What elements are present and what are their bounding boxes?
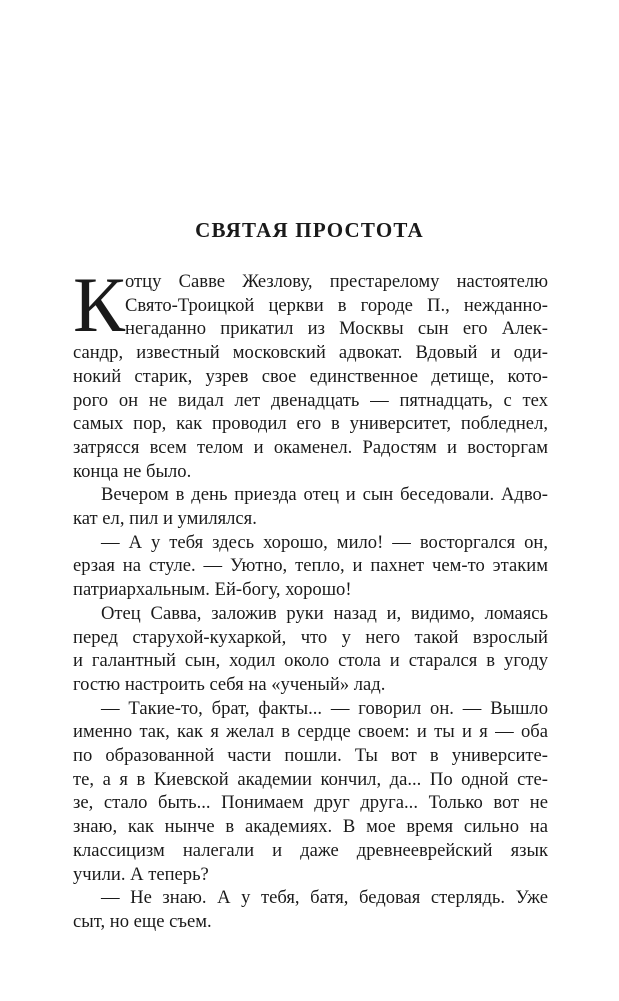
text-line: Отец Савва, заложив руки назад и, видимо, ломаясь xyxy=(101,602,548,624)
text-line: патриархальным. Ей-богу, хорошо! xyxy=(73,579,352,601)
drop-cap: К xyxy=(73,261,126,348)
text-line: — Не знаю. А у тебя, батя, бедовая стерлядь. Уже xyxy=(101,887,548,909)
text-line: — Такие-то, брат, факты... — говорил он. — Вышло xyxy=(101,697,548,719)
text-line: знаю, как нынче в академиях. В мое время сильно на xyxy=(73,816,548,838)
text-line: самых пор, как проводил его в университет, побледнел, xyxy=(73,413,548,435)
text-line: нокий старик, узрев свое единственное детище, кото- xyxy=(73,365,548,387)
text-line: затрясся всем телом и окаменел. Радостям и восторгам xyxy=(73,436,548,458)
text-line: гостю настроить себя на «ученый» лад. xyxy=(73,673,386,695)
paragraph xyxy=(73,483,548,530)
text-line: сандр, известный московский адвокат. Вдовый и оди- xyxy=(73,342,548,364)
text-line: и галантный сын, ходил около стола и старался в угоду xyxy=(73,650,548,672)
text-line: те, а я в Киевской академии кончил, да... По одной сте- xyxy=(73,768,548,790)
text-line: рого он не видал лет двенадцать — пятнадцать, с тех xyxy=(73,389,548,411)
first-paragraph xyxy=(73,261,548,483)
paragraph xyxy=(73,886,548,933)
paragraph xyxy=(73,531,548,602)
text-line: классицизм налегали и даже древнееврейский язык xyxy=(73,839,548,861)
chapter-title: СВЯТАЯ ПРОСТОТА xyxy=(195,218,424,242)
text-line: Вечером в день приезда отец и сын беседовали. Адво- xyxy=(101,484,548,506)
paragraph xyxy=(73,602,548,697)
text-line: учили. А теперь? xyxy=(73,863,209,885)
text-line: Свято-Троицкой церкви в городе П., нежданно- xyxy=(125,294,548,316)
text-line: ерзая на стуле. — Уютно, тепло, и пахнет чем-то этаким xyxy=(73,555,548,577)
paragraph xyxy=(73,697,548,887)
text-line: кат ел, пил и умилялся. xyxy=(73,508,257,530)
text-line: — А у тебя здесь хорошо, мило! — восторгался он, xyxy=(101,531,548,553)
text-line: конца не было. xyxy=(73,460,192,482)
text-line: сыт, но еще съем. xyxy=(73,910,212,932)
text-line: именно так, как я желал в сердце своем: и ты и я — оба xyxy=(73,721,548,743)
text-line: зе, стало быть... Понимаем друг друга... Только вот не xyxy=(73,792,548,814)
chapter-text xyxy=(73,261,548,934)
text-line: по образованной части пошли. Ты вот в университе- xyxy=(73,745,548,767)
text-line: негаданно прикатил из Москвы сын его Алек- xyxy=(125,318,548,340)
text-line: перед старухой-кухаркой, что у него такой взрослый xyxy=(73,626,548,648)
text-line: отцу Савве Жезлову, престарелому настоятелю xyxy=(125,271,548,292)
